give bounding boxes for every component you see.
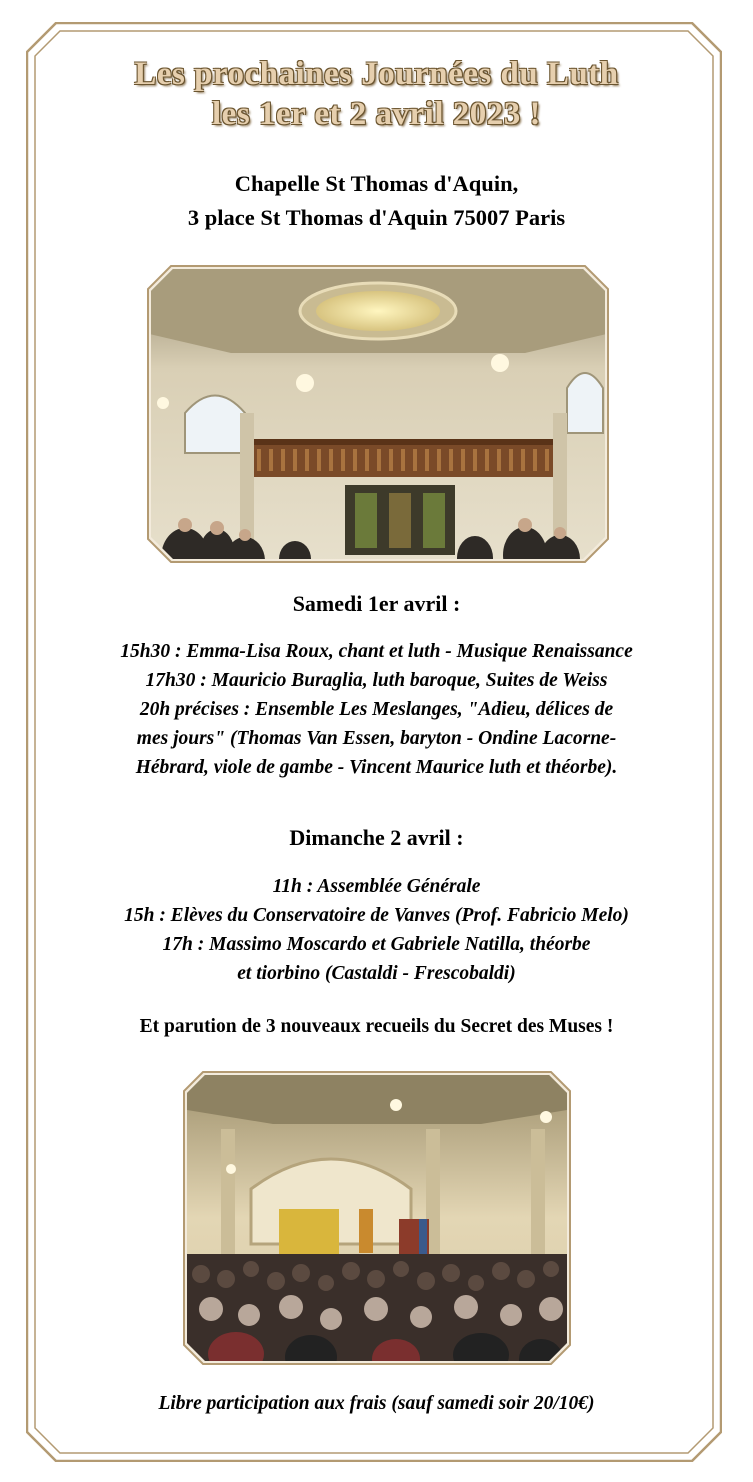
sunday-program <box>40 872 713 988</box>
venue-address: 3 place St Thomas d'Aquin 75007 Paris <box>187 205 566 230</box>
sunday-line: et tiorbino (Castaldi - Frescobaldi) <box>237 963 516 984</box>
saturday-line: mes jours" (Thomas Van Essen, baryton - Ondine Lacorne- <box>136 728 617 749</box>
sunday-heading: Dimanche 2 avril : <box>289 825 464 850</box>
sunday-line: 17h : Massimo Moscardo et Gabriele Natilla, théorbe <box>162 934 591 955</box>
concert-audience-photo <box>181 1069 573 1372</box>
venue-name: Chapelle St Thomas d'Aquin, <box>234 171 519 196</box>
saturday-line: Hébrard, viole de gambe - Vincent Maurice luth et théorbe). <box>135 757 618 778</box>
saturday-program <box>40 637 713 782</box>
chapel-interior-photo <box>145 263 611 570</box>
sunday-line: 15h : Elèves du Conservatoire de Vanves (Prof. Fabricio Melo) <box>124 905 629 926</box>
saturday-line: 20h précises : Ensemble Les Meslanges, "Adieu, délices de <box>139 699 614 720</box>
title-line-2: les 1er et 2 avril 2023 ! <box>212 96 541 132</box>
saturday-line: 15h30 : Emma-Lisa Roux, chant et luth - Musique Renaissance <box>120 641 633 662</box>
title-line-1: Les prochaines Journées du Luth <box>134 56 619 92</box>
sunday-line: 11h : Assemblée Générale <box>272 876 481 897</box>
saturday-heading: Samedi 1er avril : <box>292 591 461 616</box>
saturday-line: 17h30 : Mauricio Buraglia, luth baroque, Suites de Weiss <box>145 670 608 691</box>
footer-participation: Libre participation aux frais (sauf samedi soir 20/10€) <box>158 1393 595 1414</box>
publication-note: Et parution de 3 nouveaux recueils du Secret des Muses ! <box>139 1016 614 1037</box>
